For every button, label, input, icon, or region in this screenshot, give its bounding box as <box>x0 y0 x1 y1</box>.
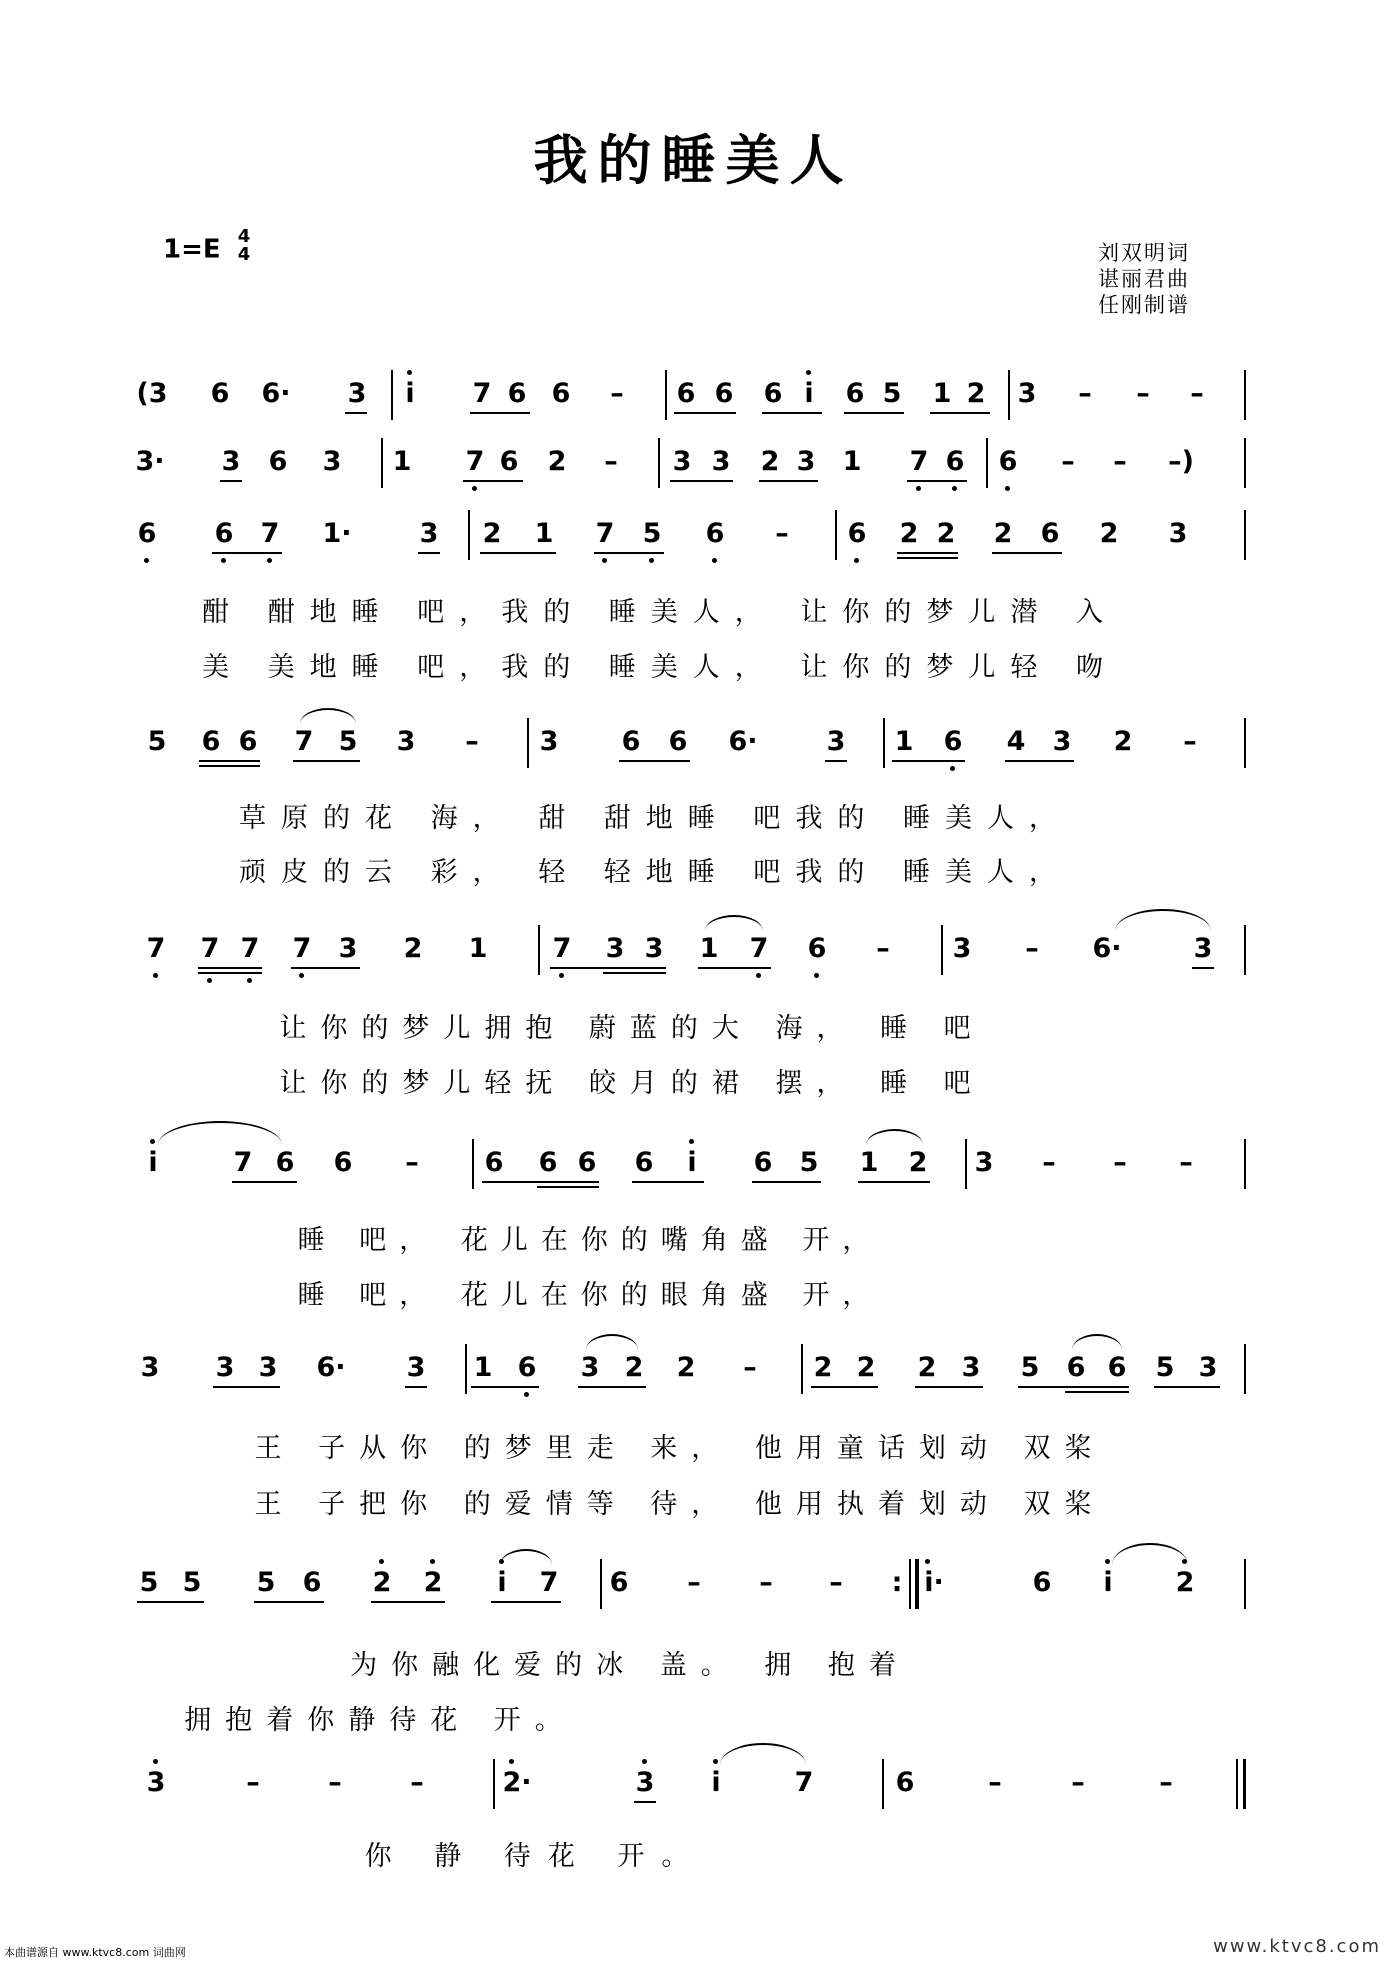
lyric-row-9-verse-1: 你 静 待花 开。 <box>364 1841 706 1872</box>
footer-watermark: www.ktvc8.com <box>1213 1936 1381 1957</box>
lyric-row-5-verse-1: 让你的梦儿拥抱 蔚蓝的大 海， 睡 吧 <box>279 1013 985 1044</box>
lyric-row-7-verse-2: 王 子把你 的爱情等 待， 他用执着划动 双桨 <box>254 1489 1106 1520</box>
song-title: 我的睡美人 <box>533 128 854 192</box>
notation-row-8: 5 5 5 6 2 2 i 7 6 – – – : i· 6 i 2 <box>0 1565 1387 1635</box>
notation-row-4: 5 6 6 7 5 3 – 3 6 6 6· 3 1 6 4 3 2 – <box>0 724 1387 794</box>
composer: 谌丽君曲 <box>1098 267 1190 291</box>
lyricist: 刘双明词 <box>1098 241 1190 265</box>
key-signature <box>163 226 251 268</box>
lyric-row-4-verse-2: 顽皮的云 彩， 轻 轻地睡 吧我的 睡美人， <box>239 857 1071 888</box>
lyric-row-7-verse-1: 王 子从你 的梦里走 来， 他用童话划动 双桨 <box>254 1433 1106 1464</box>
lyric-row-3-verse-1: 酣 酣地睡 吧，我的 睡美人， 让你的梦儿潜 入 <box>202 597 1118 628</box>
time-signature: 4 4 <box>237 226 251 265</box>
lyric-row-8-verse-2: 拥抱着你静待花 开。 <box>184 1705 576 1736</box>
notation-row-9: 3 – – – 2· 3 i 7 6 – – – <box>0 1765 1387 1835</box>
notation-row-1: (3 6 6· 3 i 7 6 6 – 6 6 6 i 6 5 1 2 3 – – – <box>0 376 1387 446</box>
key-label: 1=E <box>163 234 221 265</box>
lyric-row-8-verse-1: 为你融化爱的冰 盖。 拥 抱着 <box>350 1650 910 1681</box>
notation-row-6: i 7 6 6 – 6 6 6 6 i 6 5 1 2 3 – – – <box>0 1145 1387 1215</box>
lyric-row-3-verse-2: 美 美地睡 吧，我的 睡美人， 让你的梦儿轻 吻 <box>202 652 1118 683</box>
lyric-row-6-verse-2: 睡 吧， 花儿在你的眼角盛 开， <box>297 1280 883 1311</box>
lyric-row-5-verse-2: 让你的梦儿轻抚 皎月的裙 摆， 睡 吧 <box>279 1068 985 1099</box>
footer-source: 本曲谱源自 www.ktvc8.com 词曲网 <box>4 1946 186 1959</box>
notation-row-2: 3· 3 6 3 1 7 6 2 – 3 3 2 3 1 7 6 6 – – –) <box>0 444 1387 514</box>
arranger: 任刚制谱 <box>1098 293 1190 317</box>
notation-row-7: 3 3 3 6· 3 1 6 3 2 2 – 2 2 2 3 5 6 6 5 3 <box>0 1350 1387 1420</box>
notation-row-5: 7 7 7 7 3 2 1 7 3 3 1 7 6 – 3 – 6· 3 <box>0 931 1387 1001</box>
lyric-row-4-verse-1: 草原的花 海， 甜 甜地睡 吧我的 睡美人， <box>239 803 1071 834</box>
lyric-row-6-verse-1: 睡 吧， 花儿在你的嘴角盛 开， <box>297 1225 883 1256</box>
notation-row-3: 6 6 7 1· 3 2 1 7 5 6 – 6 2 2 2 6 2 3 <box>0 516 1387 586</box>
credits <box>1098 240 1190 318</box>
